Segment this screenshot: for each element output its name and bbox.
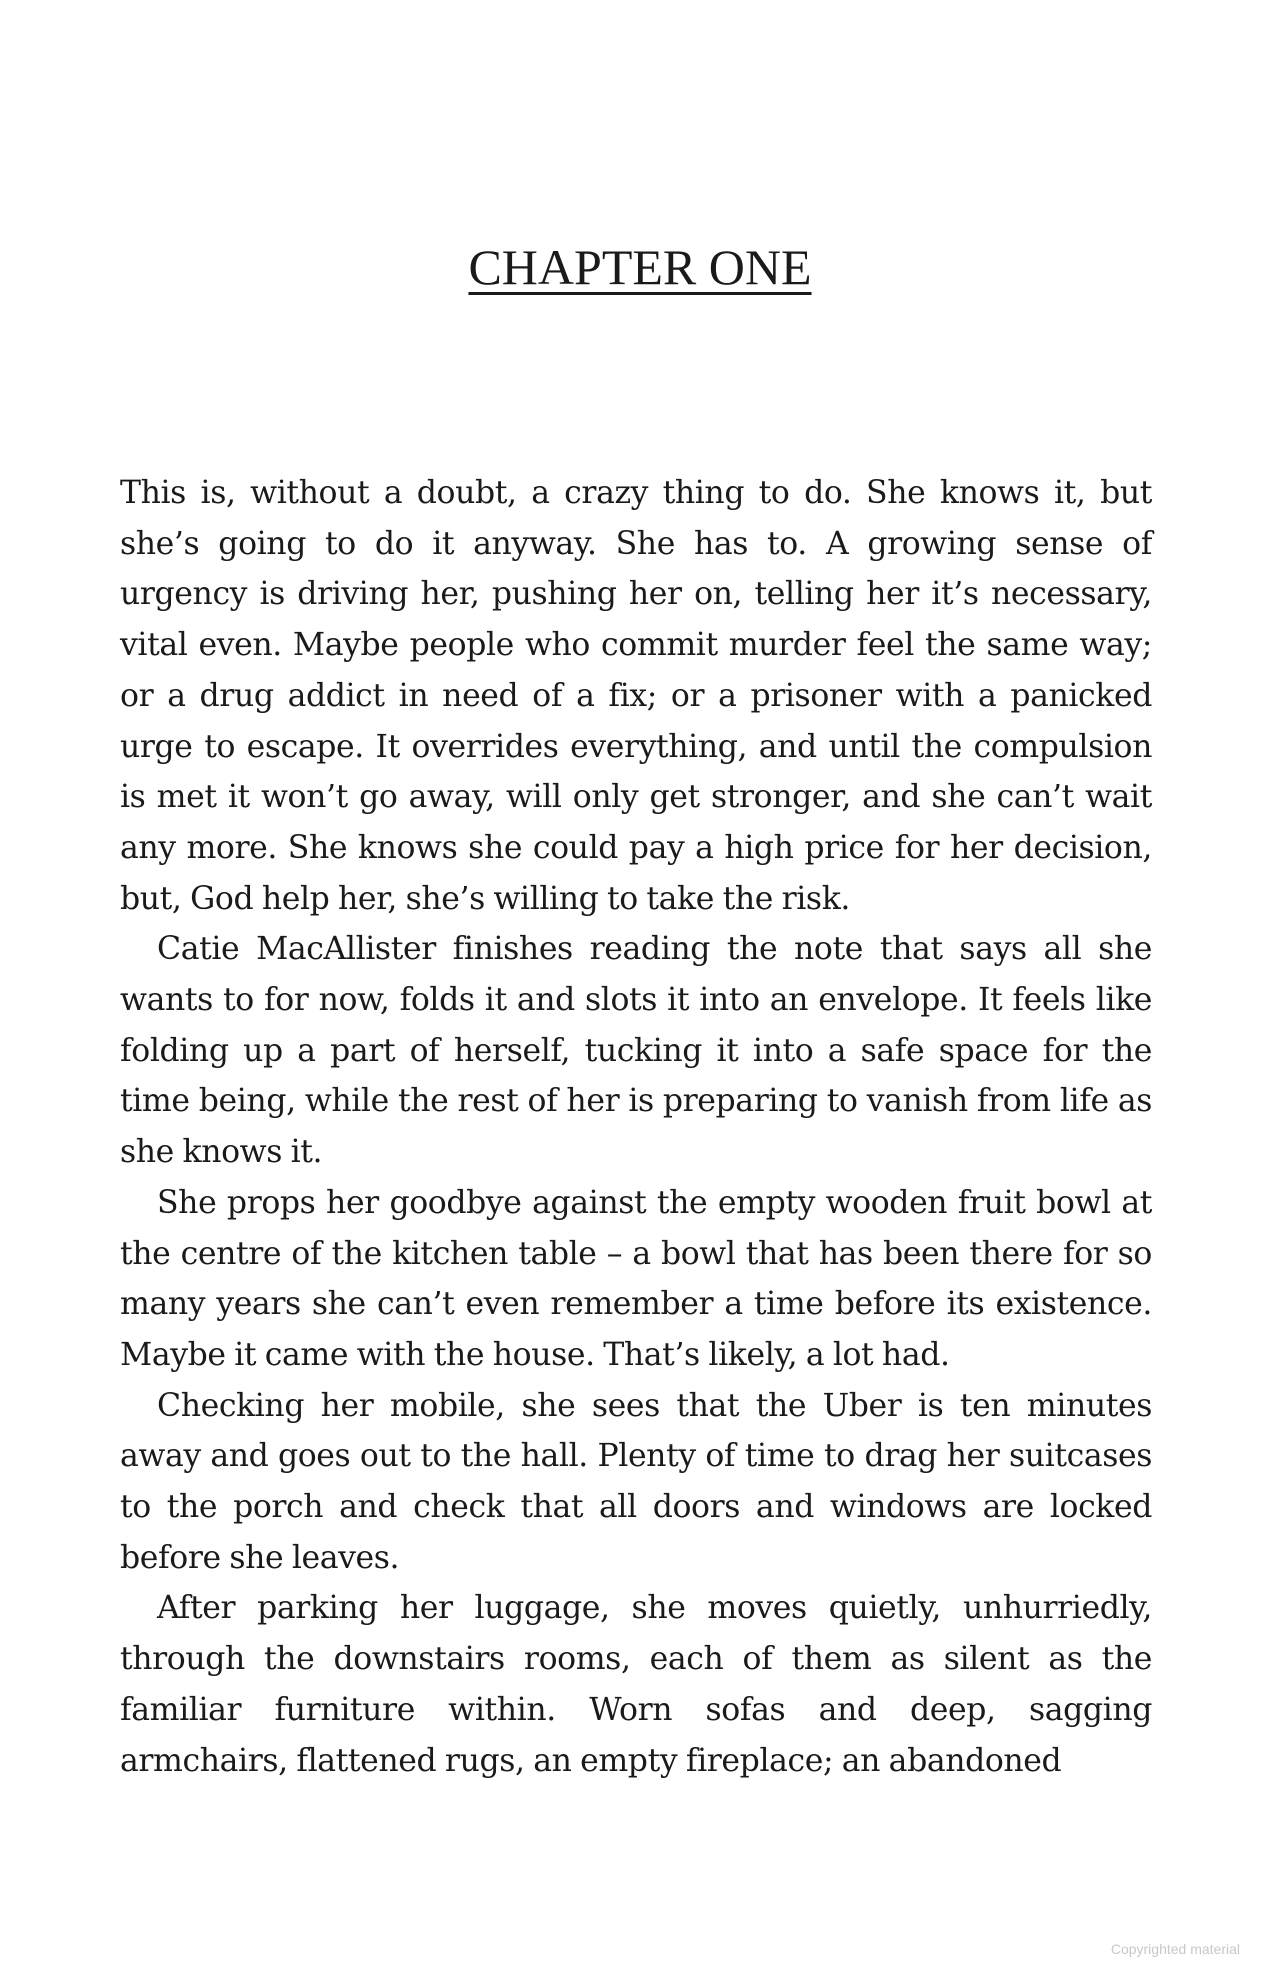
paragraph: After parking her luggage, she moves quietly, unhurriedly, through the downstairs rooms, each of them as silent as the familiar furniture within. Worn sofas and deep, sagging armchairs, flattened rugs, an empty fireplace; an abandoned	[120, 1590, 1152, 1779]
paragraph: She props her goodbye against the empty wooden fruit bowl at the centre of the kitchen table – a bowl that has been there for so many years she can’t even remember a time before its existence. Maybe it came with the house. That’s likely, a lot had.	[120, 1184, 1152, 1373]
copyright-watermark: Copyrighted material	[1110, 1941, 1240, 1957]
chapter-title-text: CHAPTER ONE	[468, 239, 812, 295]
paragraph: Checking her mobile, she sees that the Uber is ten minutes away and goes out to the hall. Plenty of time to drag her suitcases to the porch and check that all doors and windows are locked before she leaves.	[120, 1387, 1152, 1576]
chapter-body	[120, 468, 1152, 1786]
paragraph: This is, without a doubt, a crazy thing to do. She knows it, but she’s going to do it anyway. She has to. A growing sense of urgency is driving her, pushing her on, telling her it’s necessary, vital even. Maybe people who commit murder feel the same way; or a drug addict in need of a fix; or a prisoner with a panicked urge to escape. It overrides everything, and until the compulsion is met it won’t go away, will only get stronger, and she can’t wait any more. She knows she could pay a high price for her decision, but, God help her, she’s willing to take the risk.	[120, 475, 1152, 917]
paragraph: Catie MacAllister finishes reading the note that says all she wants to for now, folds it and slots it into an envelope. It feels like folding up a part of herself, tucking it into a safe space for the time being, while the rest of her is preparing to vanish from life as she knows it.	[120, 931, 1152, 1171]
chapter-heading	[0, 238, 1280, 296]
